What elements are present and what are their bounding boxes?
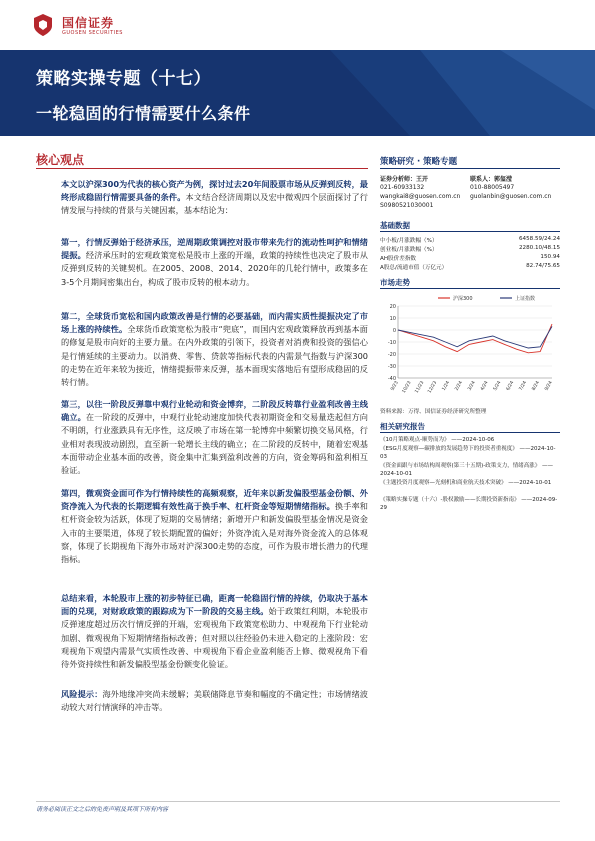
x-tick-label: 7/24	[518, 380, 529, 392]
point-3-bold: 第三，以往一阶段反弹靠中观行业轮动和资金博弈，二阶段反转靠行业盈利改善主线确立。	[61, 399, 368, 423]
banner-decoration	[270, 50, 595, 136]
footer-disclaimer: 请务必阅读正文之后的免责声明及其项下所有内容	[36, 806, 169, 813]
logo-subtext: GUOSEN SECURITIES	[62, 30, 123, 36]
x-tick-label: 2/24	[454, 380, 464, 392]
indicator-row	[380, 254, 560, 262]
series-line-hs300	[398, 324, 552, 353]
analyst-1-cert: S0980521030001	[380, 202, 434, 209]
x-tick-label: 11/23	[414, 380, 426, 395]
core-view-heading: 核心观点	[36, 153, 85, 167]
indicator-label: A股总/流通市值（万亿元）	[380, 265, 448, 271]
point-2-bold: 第二，全球货币宽松和国内政策改善是行情的必要基础，而内需实质性提振决定了市场上涨的持续性。	[61, 311, 368, 335]
divider	[380, 288, 560, 289]
divider	[380, 168, 560, 169]
risk-text: 海外地缘冲突尚未缓解；美联储降息节奏和幅度的不确定性；市场情绪波动较大对行情演绎的冲击等。	[61, 689, 368, 713]
market-trend-chart	[378, 292, 562, 402]
indicator-row	[380, 245, 560, 253]
indicator-row	[380, 236, 560, 244]
divider	[380, 231, 560, 232]
indicator-label: 中小板/月涨跌幅（%）	[380, 238, 438, 244]
related-report-item[interactable]: 《资金面跟与市场结构周观察(第三十五期)-政策支力，情绪高涨》 ——2024-10-01	[380, 463, 554, 477]
summary-paragraph	[61, 592, 368, 671]
x-tick-label: 1/24	[441, 380, 452, 392]
divider	[36, 168, 368, 169]
analyst-2-name: 联系人：郭玺滢	[470, 176, 513, 183]
chart-source: 资料来源：万得、国信证券经济研究所整理	[380, 409, 487, 415]
point-4-paragraph	[61, 487, 368, 566]
intro-text: 本文结合经济周期以及宏中微观四个层面探讨了行情发展与持续的背景与关键因素，基本结论为：	[61, 192, 368, 216]
risk-paragraph	[61, 688, 368, 714]
indicator-value: 150.94	[540, 254, 560, 260]
point-3-paragraph	[61, 398, 368, 477]
report-title: 策略实操专题（十七）	[36, 69, 211, 89]
analyst-1-name: 证券分析师：王开	[380, 176, 429, 183]
x-tick-label: 4/24	[480, 380, 490, 392]
base-data-heading: 基础数据	[380, 221, 410, 230]
analyst-1-email[interactable]: wangkai8@guosen.com.cn	[380, 193, 461, 200]
indicator-row	[380, 263, 560, 271]
point-2-text: 全球货币政策宽松为股市“兜底”，而国内宏观政策释放再到基本面的修复是股市向好的主要力量。在内外政策的引领下，投资者对消费和投资的强信心是行情延续的主要动力。以消费、零售、贷款等指标代表的内需景气指数与沪深300的走势在近年来较为接近，情绪提振带来反弹，基本面现实落地后有望形成稳固的反转行情。	[61, 324, 368, 388]
point-1-paragraph	[61, 236, 368, 289]
y-tick-label: -10	[387, 339, 396, 346]
logo-text: 国信证券	[62, 16, 115, 30]
point-1-text: 经济承压时的宏观政策宽松是股市上涨的开端，政策的持续性也决定了股市从反弹到反转的关键契机。在2005、2008、2014、2020年的几轮行情中，政策多在3-5个月期间密集出台，构成了股市反转的根本动力。	[61, 250, 368, 287]
guosen-logo-icon	[30, 12, 56, 38]
legend-label: 上证指数	[515, 296, 536, 302]
summary-text: 始于政策红利期，本轮股市反弹速度超过历次行情反弹的开端，宏观视角下政策宽松助力、中观视角下行业轮动加剧、微观视角下短期情绪指标改善；但对照以往经验仍未进入稳定的上涨阶段：宏观视角下观望内需景气实质性改善、中观视角下看企业盈利能否上修、微观视角下看待外资持续性和新发偏股型基金份额变化验证。	[61, 606, 368, 670]
point-4-bold: 第四，微观资金面可作为行情持续性的高频观察，近年来以新发偏股型基金份额、外资净流入为代表的长期逻辑有效性高于换手率、杠杆资金等短期情绪指标。	[61, 488, 368, 512]
related-report-item[interactable]: 《10月策略观点-顺势而为》 ——2024-10-06	[380, 437, 495, 443]
x-tick-label: 6/24	[505, 380, 516, 392]
y-tick-label: -20	[387, 351, 396, 358]
related-reports-heading: 相关研究报告	[380, 422, 425, 431]
logo	[30, 10, 150, 46]
footer-divider	[36, 801, 560, 802]
point-1-bold: 第一，行情反弹始于经济承压，逆周期政策调控对股市带来先行的流动性呵护和情绪提振。	[61, 237, 368, 261]
point-3-text: 在一阶段的反弹中，中观行业轮动速度加快代表初期资金和交易量迭起但方向不明朗，行业涨跌具有无序性，这反映了市场在第一轮博弈中频繁切换交易风格，行业相对表现波动剧烈，直至新一轮增长主线的确立；在二阶段的反转中，随着宏观基本面带动企业基本面的改善，资金集中汇集到盈利改善的方向，资金筹码和盈利相互验证。	[61, 412, 368, 476]
intro-bold: 本文以沪深300为代表的核心资产为例，探讨过去20年间股票市场从反弹到反转，最终形成稳固行情需要具备的条件。	[61, 179, 368, 203]
legend-label: 沪深300	[453, 296, 473, 302]
indicator-label: 创业板/月涨跌幅（%）	[380, 247, 438, 253]
analyst-1-phone: 021-60933132	[380, 184, 425, 191]
y-tick-label: 0	[392, 327, 396, 334]
indicator-value: 2280.10/48.15	[518, 245, 560, 251]
x-tick-label: 10/23	[401, 380, 413, 395]
report-category: 策略研究 · 策略专题	[380, 157, 458, 167]
point-4-text: 换手率和杠杆资金较为活跃，体现了短期的交易情绪；新增开户和新发偏股型基金情况是资金入市的主要渠道，体现了较长期配置的偏好；外资净流入是对海外资金流入的总体观察，体现了长期视角下海外市场对沪深300走势的态度，可作为股市增长潜力的代理指标。	[61, 501, 368, 565]
y-tick-label: -40	[387, 375, 396, 382]
y-tick-label: -30	[387, 363, 396, 370]
report-subtitle: 一轮稳固的行情需要什么条件	[36, 104, 251, 123]
y-tick-label: 20	[389, 303, 396, 310]
related-report-item[interactable]: 《策略实操专题（十六）-股权激励——长期投资新指南》 ——2024-09-29	[380, 497, 558, 511]
x-tick-label: 8/24	[531, 380, 541, 392]
market-trend-heading: 市场走势	[380, 278, 410, 287]
x-tick-label: 9/23	[390, 380, 400, 392]
analyst-2-email[interactable]: guolanbin@guosen.com.cn	[470, 193, 552, 200]
x-tick-label: 12/23	[427, 380, 439, 395]
analyst-2-phone: 010-88005497	[470, 184, 515, 191]
indicator-label: AH股价差指数	[380, 256, 417, 262]
x-tick-label: 9/24	[544, 380, 554, 392]
divider	[380, 432, 560, 433]
y-tick-label: 10	[389, 315, 396, 322]
x-tick-label: 3/24	[467, 380, 477, 392]
indicator-value: 82.74/75.65	[526, 263, 560, 269]
x-tick-label: 5/24	[493, 380, 503, 392]
summary-bold: 总结来看，本轮股市上涨的初步特征已确，距离一轮稳固行情的持续，仍取决于基本面的兑现，对财政政策的跟踪成为下一阶段的交易主线。	[61, 593, 368, 617]
related-report-item[interactable]: 《ESG月度观察—碳排放的发展趋势下的投资者重视度》 ——2024-10-03	[380, 446, 556, 460]
point-2-paragraph	[61, 310, 368, 389]
indicator-value: 6458.59/24.24	[518, 236, 560, 242]
intro-paragraph	[61, 178, 368, 218]
related-report-item[interactable]: 《主题投资月度观察—光刻机和商业航天技术突破》 ——2024-10-01	[380, 480, 552, 486]
risk-bold: 风险提示：	[61, 689, 103, 699]
